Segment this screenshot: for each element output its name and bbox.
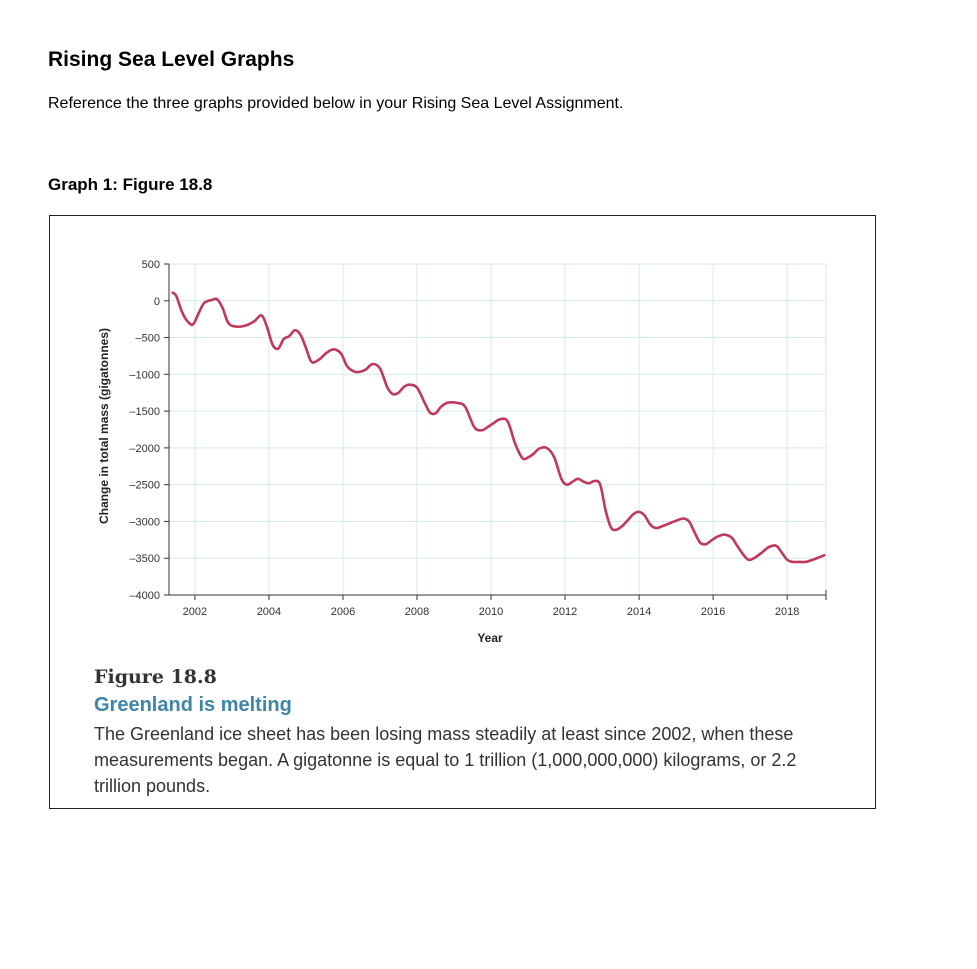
figure-title: Greenland is melting (94, 694, 292, 716)
graph-heading: Graph 1: Figure 18.8 (48, 175, 213, 194)
x-tick-label: 2016 (700, 606, 726, 618)
x-tick-label: 2008 (404, 606, 430, 618)
y-tick-label: –3500 (129, 553, 160, 566)
x-tick-label: 2006 (330, 606, 356, 618)
figure-description: The Greenland ice sheet has been losing mass steadily at least since 2002, when these measurements began. A gigatonne is equal to 1 trillion (1,000,000,000) kilograms, or 2.2 trillion pounds. (94, 724, 797, 796)
figure-caption (94, 666, 834, 799)
y-tick-label: –4000 (129, 590, 160, 602)
x-tick-label: 2004 (256, 606, 282, 618)
page-title: Rising Sea Level Graphs (48, 48, 295, 71)
figure-frame (49, 215, 876, 809)
y-tick-label: –500 (135, 332, 160, 345)
x-tick-label: 2012 (552, 606, 578, 618)
grid (169, 264, 826, 595)
x-tick-label: 2014 (626, 606, 652, 618)
x-tick-label: 2018 (774, 606, 800, 618)
ticks (129, 259, 799, 618)
intro-text: Reference the three graphs provided below in your Rising Sea Level Assignment. (48, 95, 624, 112)
y-tick-label: 500 (141, 259, 160, 271)
y-tick-label: –1000 (129, 369, 160, 382)
y-tick-label: –1500 (129, 406, 160, 419)
x-tick-label: 2010 (478, 606, 504, 618)
y-tick-label: –2500 (129, 479, 160, 492)
y-tick-label: –2000 (129, 442, 160, 455)
y-tick-label: –3000 (129, 516, 160, 529)
axes (169, 264, 826, 600)
figure-number: Figure 18.8 (94, 666, 217, 688)
chart (50, 216, 876, 656)
y-axis-label: Change in total mass (gigatonnes) (97, 327, 111, 525)
y-tick-label: 0 (153, 295, 160, 308)
x-axis-label: Year (477, 631, 503, 645)
x-tick-label: 2002 (182, 606, 208, 618)
